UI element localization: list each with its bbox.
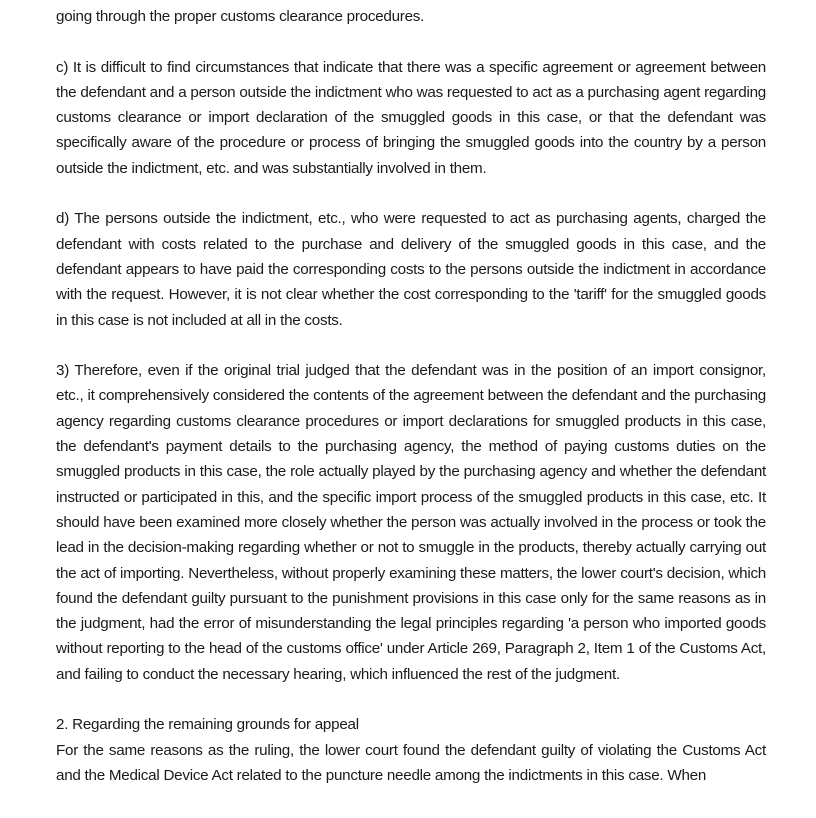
paragraph-c: c) It is difficult to find circumstances that indicate that there was a specific agreement or agreement between the defendant and a person outside the indictment who was requested to act as a purchasing agent regarding customs clearance or import declaration of the smuggled goods in this case, or that the defendant was specifically aware of the procedure or process of bringing the smuggled goods into the country by a person outside the indictment, etc. and was substantially involved in them.: [56, 58, 766, 177]
paragraph-continuation: going through the proper customs clearance procedures.: [56, 8, 425, 25]
paragraph-d: d) The persons outside the indictment, etc., who were requested to act as purchasing agents, charged the defendant with costs related to the purchase and delivery of the smuggled goods in this case, and the defendant appears to have paid the corresponding costs to the persons outside the indictment in accordance with the request. However, it is not clear whether the cost corresponding to the 'tariff' for the smuggled goods in this case is not included at all in the costs.: [56, 210, 766, 329]
paragraph-3: 3) Therefore, even if the original trial judged that the defendant was in the position of an import consignor, etc., it comprehensively considered the contents of the agreement between the defendant and the purchasing agency regarding customs clearance procedures or import declarations for smuggled products in this case, the defendant's payment details to the purchasing agency, the method of paying customs duties on the smuggled products in this case, the role actually played by the purchasing agency and whether the defendant instructed or participated in this, and the specific import process of the smuggled products in this case, etc. It should have been examined more closely whether the person was actually involved in the process or took the lead in the decision-making regarding whether or not to smuggle in the products, thereby actually carrying out the act of importing. Nevertheless, without properly examining these matters, the lower court's decision, which found the defendant guilty pursuant to the punishment provisions in this case only for the same reasons as in the judgment, had the error of misunderstanding the legal principles regarding 'a person who imported goods without reporting to the head of the customs office' under Article 269, Paragraph 2, Item 1 of the Customs Act, and failing to conduct the necessary hearing, which influenced the rest of the judgment.: [56, 362, 766, 683]
section-paragraph: For the same reasons as the ruling, the lower court found the defendant guilty of violating the Customs Act and the Medical Device Act related to the puncture needle among the indictments in this case. When: [56, 741, 766, 784]
section-heading: 2. Regarding the remaining grounds for appeal: [56, 716, 359, 734]
document-page: [56, 4, 766, 788]
